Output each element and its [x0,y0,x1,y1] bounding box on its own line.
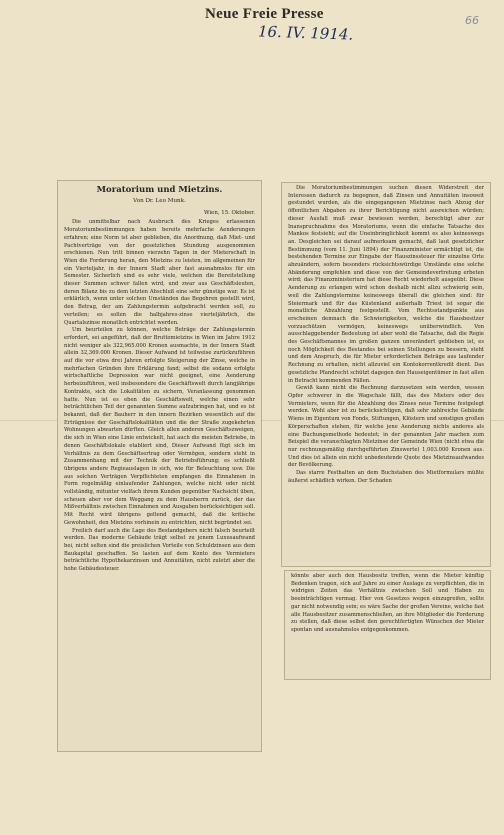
clipping-left-column [57,180,262,752]
paragraph: Das starre Festhalten an dem Buchstaben des Mietformulars müßte äußerst schädlich wirken. Der Schaden [288,470,484,484]
article-byline: Von Dr. Leo Munk. [133,198,186,204]
article-dateline: Wien, 15. Oktober. [204,209,255,216]
paragraph: Gewiß kann nicht die Rechnung darzusetzen sein werden, wessen Opfer schwerer in die Wagschale fällt, das des Mieters oder des Vermieters, wenn für die Abzahlung des Zinses neue Termine festgelegt werden. Wohl aber ist zu berücksichtigen, daß sehr zahlreiche Gebäude Wiens im Eigentum von Fonds, Stiftungen, Klöstern und sonstigen großen Körperschaften stehen, für welche jene Aenderung nichts anderes als eine Buchungsmethode bedeutet; in der genannten Jahr machen zum Beispiel die veranschlagten Mietzinse der Gemeinde Wien (nicht etwa die nur rechnungsmäßig durchgeführten Zinswerte) 1,003.000 Kronen aus. Und dies ist allein ein nicht unbedeutende Quote des Mietzinsaufwandes der Bevölkerung. [288,385,484,469]
page-number: 66 [465,14,479,27]
paragraph: könnte aber auch den Hausbesitz treffen, wenn die Mieter künftig Bedenken tragen, sich auf Jahre zu einer Auslage zu verpflichten, die in widrigen Zeiten das Verhältnis zwischen Soll und Haben zu beeinträchtigen vermag. Hier von Gesetzes wegen einzugreifen, sollte gar nicht notwendig sein; es wäre Sache der großen Vereine, welche fast alle Hausbesitzer zusammenschließen, an ihre Mitglieder die Forderung zu stellen, daß diese selbst den gerechtfertigten Wünschen der Mieter spontan und ausnahmslos entgegenkommen. [291,573,484,633]
clipping-right-column [281,182,491,567]
article-title: Moratorium und Mietzins. [96,185,223,195]
paragraph: Freilich darf auch die Lage des Bestandgebers nicht falsch beurteilt werden. Das moderne Gebäude trägt selbst zu jenem Luxusaufwand bei, nicht selten sind die preislichen Vorteile von Schuldzinsen aus dem Baukapital geschaffen. So lasten auf dem Konto des Vermieters beträchtliche Hypothekarzinsen und Annuitäten, nicht zuletzt aber die hohe Gebäudesteuer. [64,527,255,573]
handwritten-date: 16. IV. 1914. [257,22,354,44]
paragraph: Um beurteilen zu können, welche Beträge der Zahlungstermin erfordert, sei angeführt, daß der Bruttomietzins in Wien im Jahre 1912 nicht weniger als 322,965.000 Kronen ausmachte, in der Innern Stadt allein 32,369.000 Kronen. Dieser Aufwand ist teilweise zurückzuführen auf die vor etwa drei Jahren erfolgte Steigerung der Zinse, welche in mehrfachen Gründen ihre Erklärung fand; selbst die sodann erfolgte wirtschaftliche Depression war nicht geeignet, eine Aenderung herbeizuführen, weil insbesondere die Geschäftswelt durch langjährige Kontrakte, sich die Lokalitäten zu sichern, Veranlassung genommen hatte. Nun ist es eben die Geschäftswelt, welche einen sehr beträchtlichen Teil der genannten Summe aufzubringen hat, und es ist bekannt, daß der Bauherr in den innern Bezirken wesentlich auf die Erträgnisse der Geschäftslokalitäten und die der Straße zugekehrten Wohnungen abwarten dürften. Gleich allen anderen Geschäftszweigen, die sich in Wien eine Linie entwickelt, hat auch die meisten Betriebe, in denen Geschäftslokale etabliert sind, Dieser Aufwand fügt sich im Verhältnis zu dem Geschäftsertrag oder Vermögen, sondern steht in Zusammenhang mit der Technik der Betriebsführung; es schließt übrigens andere Regieauslagen in sich, wie für Beleuchtung usw. Die aus solchen Verträgen Verpflichteten empfangen die Einnahmen in Form regelmäßig einlaufender Zahlungen, welche nicht oder nicht vollständig, mitunter vielfach ihrem Kunden gegenüber Nachsicht üben, scheuen aber vor dem Weggang zu dem Hausherrn zurück, der das Mißverhältnis zwischen Einnahmen und Ausgaben berücksichtigen soll. Mit Recht wird übrigens geltend gemacht, daß die kritische Gewohnheit, den Mietzins vorhinein zu entrichten, nicht begründet sei. [64,327,255,526]
paragraph: Die Moratoriumbestimmungen suchen diesen Widerstreit der Interessen dadurch zu begegnen, daß Zinsen und Annuitäten insoweit gestundet wurden, als die eingegangenen Mietzinse nach Abzug der öffentlichen Abgaben zu ihrer Berichtigung nicht ausreichen würden; dieser Ausfall muß zwar bewiesen werden, berechtigt aber zur Inanspruchnahme des Moratoriums, wenn die einfache Tatsache des Mankos festsieht; auf die Uneinbringlichkeit kommt es also keineswegs an. Desgleichen sei darauf aufmerksam gemacht, daß laut gesetzlicher Bestimmung (vom 11. Juni 1894) der Finanzminister ermächtigt ist, die bestehenden Termine zur Eingabe der Hauszinssteuer für einzelne Orte abzuändern, sofern besonders rücksichtswürdige Umstände eine solche Abänderung empfehlen und diese von der Gemeindevertretung erbeten wird; das Finanzministerium hat diese Recht wiederholt ausgeübt. Diese Aenderung zu erlangen wird schon deshalb nicht allzu schwierig sein, weil die Zahlungstermine keineswegs überall die gleichen sind: für Steiermark und für das Küstenland außerhalb Triest ist sogar die monatliche Abzahlung festgestellt. Vom Rechtsstandpunkte aus erscheinen demnach die Schwierigkeiten, welche die Hausbesitzer vorzuschützen vermögen, keineswegs unüberwindlich. Von ausschlaggebender Bedeutung ist aber wohl die Tatsache, daß die Regie des Geschäftsmannes im großen ganzen unverändert geblieben ist, es noch Möglichkeit des Bestandes bei seinen Stellungen zu bessern, steht und dem Anspruch, die für Mieter erforderlichen Beträge aus laufender Rechnung zu erhalten, nicht allzuviel ein Kontokorrentkredit dient. Das gesetzliche Pfandrecht schützt dagegen den Hauseigentümer in fast allen in Betracht kommenden Fällen. [288,185,484,384]
paragraph: Die unmittelbar nach Ausbruch des Krieges erlassenen Moratoriumbestimmungen haben bereits mehrfache Aenderungen erfahren; eine Norm ist aber geblieben, die Anordnung, daß Miet- und Pachtverträge von der gesetzlichen Stundung ausgenommen erschienen. Nun tritt binnen vierzehn Tagen in der Mieterschaft in Wien die Forderung heran, den Mietzins zu leisten, im allgemeinen für ein Vierteljahr, in der Innern Stadt aber fast ausnahmslos für ein Semester. Sicherlich sind es sehr viele, welchen die Bereitstellung dieser Summen schwer fallen wird, und zwar aus Geschäftsleuten, deren Bilanz bis zu dem letzten Abschluß eine sehr günstige war. Es ist erklärlich, wenn unter solchen Umständen das Begehren gestellt wird, den Betrag, der am Zahlungstermin aufgebracht werden soll, zu verteilen; es sollen die halbjahres-zinse vierteljährlich, die Quartalszinse monatlich entrichtet werden. [64,219,255,326]
clipping-continuation [284,570,491,680]
newspaper-title: Neue Freie Presse [205,6,324,22]
